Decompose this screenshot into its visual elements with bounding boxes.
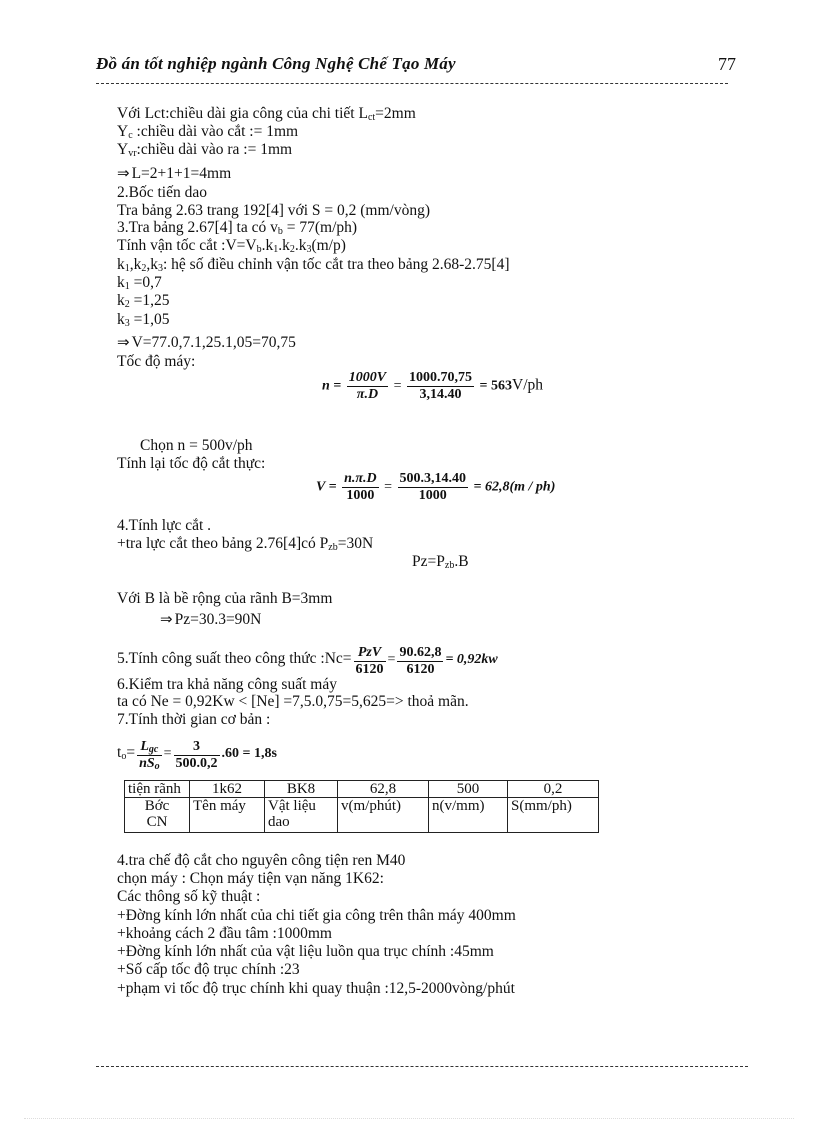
text-line: +tra lực cắt theo bảng 2.76[4]có $P_{zb}=30N$: [117, 535, 374, 553]
text-line: 6.Kiểm tra khả năng công suất máy: [117, 676, 337, 693]
text-line: ⇒ Pz=30.3=90N: [160, 611, 262, 628]
footer-divider: [96, 1066, 748, 1067]
text-line: ⇒ L=2+1+1=4mm: [117, 165, 232, 182]
text-line: +Đờng kính lớn nhất của vật liệu luồn qua trục chính :45mm: [117, 943, 494, 960]
formula-machining-time: $\frac{L_{gc}}{nS_o}$ = $\frac{3}{500.0,2}$ .60 = 1,8s: [139, 739, 277, 772]
table-cell: 0,2: [508, 781, 599, 798]
text-line: $Y_{vr}:chiều$ dài vào ra := 1mm: [117, 141, 293, 159]
text-line: Các thông số kỹ thuật :: [117, 888, 261, 905]
table-cell: S(mm/ph): [508, 798, 599, 833]
table-cell: v(m/phút): [338, 798, 429, 833]
table-cell: BK8: [265, 781, 338, 798]
implies-arrow-icon: ⇒: [160, 612, 173, 628]
text-line: 4.tra chế độ cắt cho nguyên công tiện ren M40: [117, 852, 406, 869]
text-line: ta có Ne = 0,92Kw < [Ne] =7,5.0,75=5,625=> thoả mãn.: [117, 693, 469, 710]
text-line: ⇒ V=77.0,7.1,25.1,05=70,75: [117, 334, 296, 351]
table-row: [125, 798, 599, 833]
table-cell: Vật liệu dao: [265, 798, 338, 833]
text-line: $t_o=$ $\frac{L_{gc}}{nS_o}$ = $\frac{3}{500.0,2}$ .60 = 1,8s: [117, 739, 277, 772]
implies-arrow-icon: ⇒: [117, 335, 130, 351]
text-line: Tính lại tốc độ cắt thực:: [117, 455, 266, 472]
formula-cutting-speed: V = $\frac{n.\pi.D}{1000}$ = $\frac{500.3,14.40}{1000}$ = 62,8(m / ph): [316, 471, 556, 503]
text-line: $k_3 =1,05$: [117, 311, 170, 329]
text-line: 3.Tra bảng 2.67[4] ta có $v_b = 77(m/ph)$: [117, 219, 358, 237]
table-row: [125, 781, 599, 798]
text-line: 4.Tính lực cắt .: [117, 517, 212, 534]
table-cell: tiện rãnh: [125, 781, 190, 798]
text-line: $Y_c$ :chiều dài vào cắt := 1mm: [117, 123, 299, 141]
text-line: Với B là bề rộng của rãnh B=3mm: [117, 590, 333, 607]
text-line: Chọn n = 500v/ph: [140, 437, 253, 454]
formula-spindle-speed: n = $\frac{1000V}{\pi.D}$ = $\frac{1000.70,75}{3,14.40}$ = 563V/ph: [322, 370, 543, 402]
text-line: Tốc độ máy:: [117, 353, 196, 370]
table-cell: 62,8: [338, 781, 429, 798]
table-cell: Tên máy: [190, 798, 265, 833]
table-cell: Bớc CN: [125, 798, 190, 833]
text-line: $k_1 =0,7$: [117, 274, 162, 292]
formula-power: $\frac{\text{PzV}}{6120}$ = $\frac{90.62,8}{6120}$ = 0,92kw: [355, 645, 498, 677]
page-edge-dots: [24, 1118, 794, 1119]
text-line: Tra bảng 2.63 trang 192[4] với S = 0,2 (mm/vòng): [117, 202, 430, 219]
text-line: +khoảng cách 2 đầu tâm :1000mm: [117, 925, 332, 942]
text-line: +Đờng kính lớn nhất của chi tiết gia công trên thân máy 400mm: [117, 907, 516, 924]
text-line: +Số cấp tốc độ trục chính :23: [117, 961, 300, 978]
implies-arrow-icon: ⇒: [117, 166, 130, 182]
text-line: 7.Tính thời gian cơ bản :: [117, 711, 271, 728]
text-line: +phạm vi tốc độ trục chính khi quay thuận :12,5-2000vòng/phút: [117, 980, 515, 997]
text-line: 5.Tính công suất theo công thức :Nc= $\frac{\text{PzV}}{6120}$ = $\frac{90.62,8}{6120}$ = 0,92kw: [117, 645, 498, 677]
page-header-title: Đồ án tốt nghiệp ngành Công Nghệ Chế Tạo Máy: [96, 54, 456, 73]
text-line: 2.Bốc tiến dao: [117, 184, 207, 201]
text-line: $k_1,k_2,k_3$: hệ số điều chỉnh vận tốc cắt tra theo bảng 2.68-2.75[4]: [117, 256, 510, 274]
text-line: Với Lct:chiều dài gia công của chi tiết $L_{ct}=2mm$: [117, 105, 416, 123]
text-line: $Pz=P_{zb}.B$: [412, 553, 469, 571]
page-number: 77: [718, 54, 736, 74]
text-line: chọn máy : Chọn máy tiện vạn năng 1K62:: [117, 870, 384, 887]
operation-parameters-table: [124, 780, 599, 833]
text-line: Tính vận tốc cắt $:V=V_b.k_1.k_2.k_3(m/p)$: [117, 237, 346, 255]
table-cell: n(v/mm): [429, 798, 508, 833]
table-cell: 1k62: [190, 781, 265, 798]
header-divider: [96, 83, 728, 84]
text-line: $k_2 =1,25$: [117, 292, 170, 310]
table-cell: 500: [429, 781, 508, 798]
